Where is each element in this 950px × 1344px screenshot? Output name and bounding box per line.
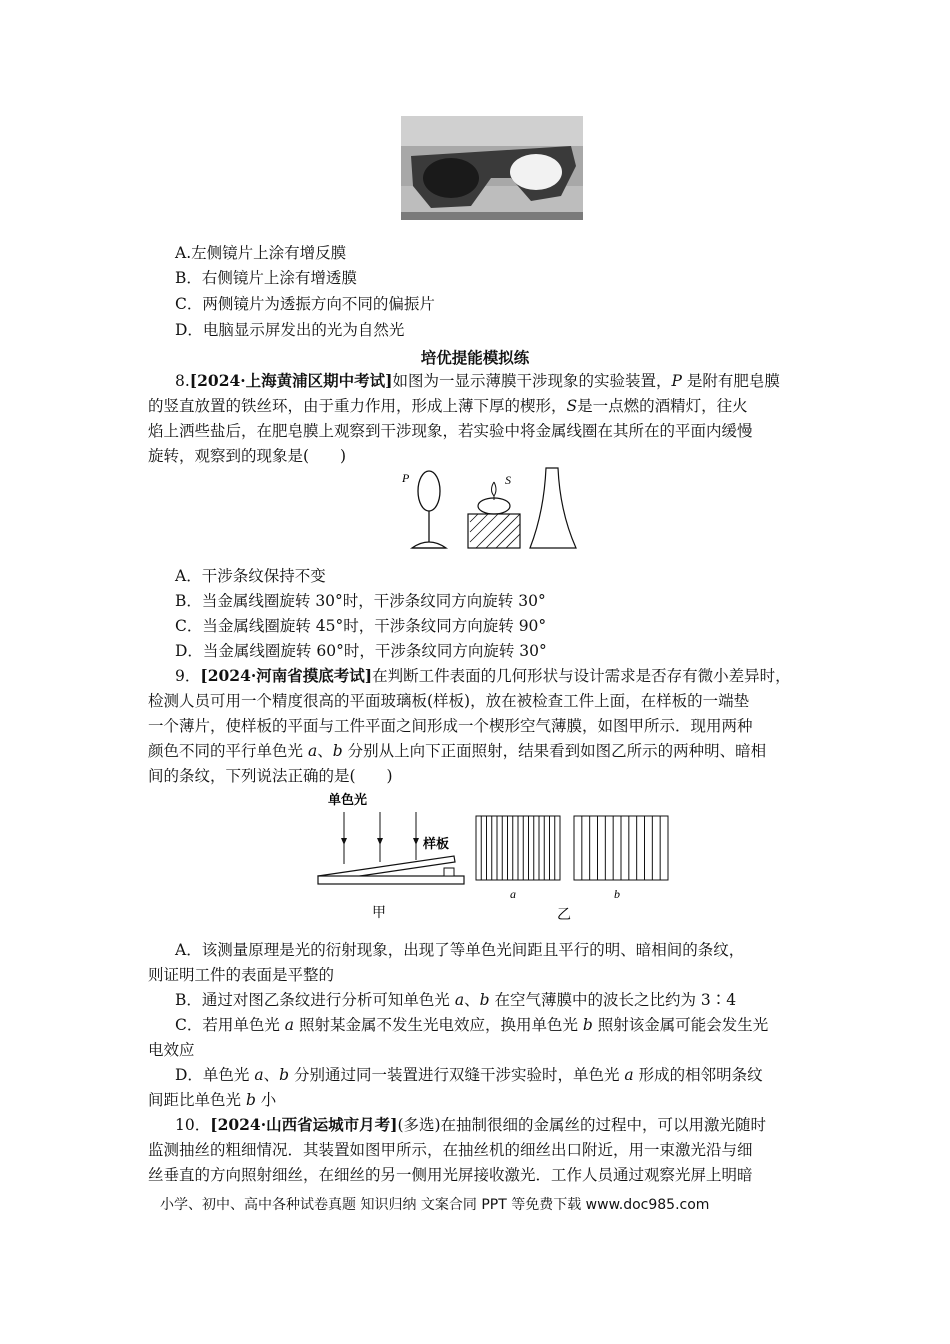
q8-var-s: S [566, 397, 578, 415]
q9-var-a: a [454, 991, 465, 1009]
fig-plate-label: 样板 [423, 837, 450, 852]
stripes-b [574, 816, 668, 880]
q10-number: 10． [175, 1116, 211, 1134]
q8-option-b: B．当金属线圈旋转 30°时，干涉条纹同方向旋转 30° [175, 592, 546, 610]
q9-text: 、 [263, 1066, 280, 1084]
q8-line-4: 旋转，观察到的现象是( ) [148, 447, 347, 465]
q9-text: 、 [317, 742, 333, 760]
q9-figure-yi [474, 812, 674, 922]
q9-line-2: 检测人员可用一个精度很高的平面玻璃板(样板)，放在被检查工件上面，在样板的一端垫 [148, 692, 750, 710]
q10-line-1 [175, 1115, 766, 1135]
fig-a-label: a [510, 887, 516, 901]
stripes-a [476, 816, 560, 880]
q9-var-a: a [624, 1066, 634, 1084]
q10-line-2: 监测抽丝的粗细情况．其装置如图甲所示，在抽丝机的细丝出口附近，用一束激光沿与细 [148, 1141, 753, 1159]
q9-option-b [175, 990, 736, 1010]
q9-text: 分别从上向下正面照射，结果看到如图乙所示的两种明、暗相 [342, 742, 767, 760]
q9-text: 在空气薄膜中的波长之比约为 3∶4 [489, 991, 737, 1009]
q9-option-c-1 [175, 1015, 768, 1035]
q9-text: 分别通过同一装置进行双缝干涉实验时，单色光 [289, 1066, 625, 1084]
fig-label-s: S [505, 473, 511, 487]
q8-option-a: A．干涉条纹保持不变 [175, 567, 326, 585]
fig-yi-label: 乙 [557, 907, 571, 922]
q9-var-b: b [479, 991, 490, 1009]
q9-var-a: a [284, 1016, 295, 1034]
q7-option-c: C．两侧镜片为透振方向不同的偏振片 [175, 295, 435, 313]
q8-option-d: D．当金属线圈旋转 60°时，干涉条纹同方向旋转 30° [175, 642, 547, 660]
q8-option-c: C．当金属线圈旋转 45°时，干涉条纹同方向旋转 90° [175, 617, 547, 635]
q8-text: 的竖直放置的铁丝环，由于重力作用，形成上薄下厚的楔形， [148, 397, 567, 415]
q9-var-a: a [307, 742, 318, 760]
q9-text: 照射某金属不发生光电效应，换用单色光 [294, 1016, 583, 1034]
q9-line-4 [148, 741, 766, 761]
q9-text: 形成的相邻明条纹 [633, 1066, 763, 1084]
q9-text: C．若用单色光 [175, 1016, 285, 1034]
q10-text: (多选)在抽制很细的金属丝的过程中，可以用激光随时 [397, 1116, 767, 1134]
q7-option-d: D．电脑显示屏发出的光为自然光 [175, 321, 405, 339]
fig-label-p: P [402, 471, 410, 485]
q8-text: 是附有肥皂膜 [686, 372, 780, 390]
q9-text: 颜色不同的平行单色光 [148, 742, 308, 760]
q8-line-1 [175, 371, 780, 391]
fig-light-label: 单色光 [328, 793, 368, 808]
q9-option-a-1: A．该测量原理是光的衍射现象，出现了等单色光间距且平行的明、暗相间的条纹， [175, 941, 745, 959]
q8-text: 如图为一显示薄膜干涉现象的实验装置， [392, 372, 672, 390]
q7-option-b: B．右侧镜片上涂有增透膜 [175, 269, 357, 287]
glasses-photo [401, 116, 583, 220]
q9-line-5: 间的条纹，下列说法正确的是( ) [148, 767, 393, 785]
q9-text: 小 [255, 1091, 277, 1109]
q9-line-1 [175, 666, 791, 686]
q9-var-b: b [332, 742, 343, 760]
footer: 小学、初中、高中各种试卷真题 知识归纳 文案合同 PPT 等免费下载 www.doc985.com [160, 1197, 710, 1213]
q8-figure [398, 462, 588, 554]
q10-line-3: 丝垂直的方向照射细丝，在细丝的另一侧用光屏接收激光．工作人员通过观察光屏上明暗 [148, 1166, 753, 1184]
q9-option-d-2 [148, 1090, 276, 1110]
q9-text: D．单色光 [175, 1066, 255, 1084]
q9-source: [2024·河南省摸底考试] [200, 666, 373, 685]
q8-line-2 [148, 396, 748, 416]
q9-option-a-2: 则证明工件的表面是平整的 [148, 966, 335, 984]
q9-text: 、 [464, 991, 480, 1009]
q9-text: 间距比单色光 [148, 1091, 246, 1109]
q9-line-3: 一个薄片，使样板的平面与工件平面之间形成一个楔形空气薄膜，如图甲所示．现用两种 [148, 717, 753, 735]
q9-var-b: b [582, 1016, 593, 1034]
q7-option-a: A.左侧镜片上涂有增反膜 [175, 244, 347, 262]
q10-source: [2024·山西省运城市月考] [210, 1115, 398, 1134]
q9-figure-jia [312, 790, 472, 920]
fig-b-label: b [614, 887, 620, 901]
q8-line-3: 焰上洒些盐后，在肥皂膜上观察到干涉现象，若实验中将金属线圈在其所在的平面内缓慢 [148, 422, 753, 440]
q9-var-a: a [254, 1066, 264, 1084]
q9-var-b: b [279, 1066, 290, 1084]
q9-option-c-2: 电效应 [148, 1041, 195, 1059]
q9-text: 在判断工件表面的几何形状与设计需求是否存有微小差异时， [372, 667, 791, 685]
q9-number: 9． [175, 667, 201, 685]
q8-text: 是一点燃的酒精灯，往火 [577, 397, 748, 415]
section-title: 培优提能模拟练 [420, 348, 530, 367]
q8-var-p: P [671, 372, 682, 390]
fig-jia-label: 甲 [372, 905, 386, 920]
q8-number: 8. [175, 372, 190, 390]
q9-option-d-1 [175, 1065, 763, 1085]
q9-var-b: b [245, 1091, 256, 1109]
q9-text: B．通过对图乙条纹进行分析可知单色光 [175, 991, 455, 1009]
q8-source: [2024·上海黄浦区期中考试] [189, 371, 393, 390]
q9-text: 照射该金属可能会发生光 [592, 1016, 769, 1034]
